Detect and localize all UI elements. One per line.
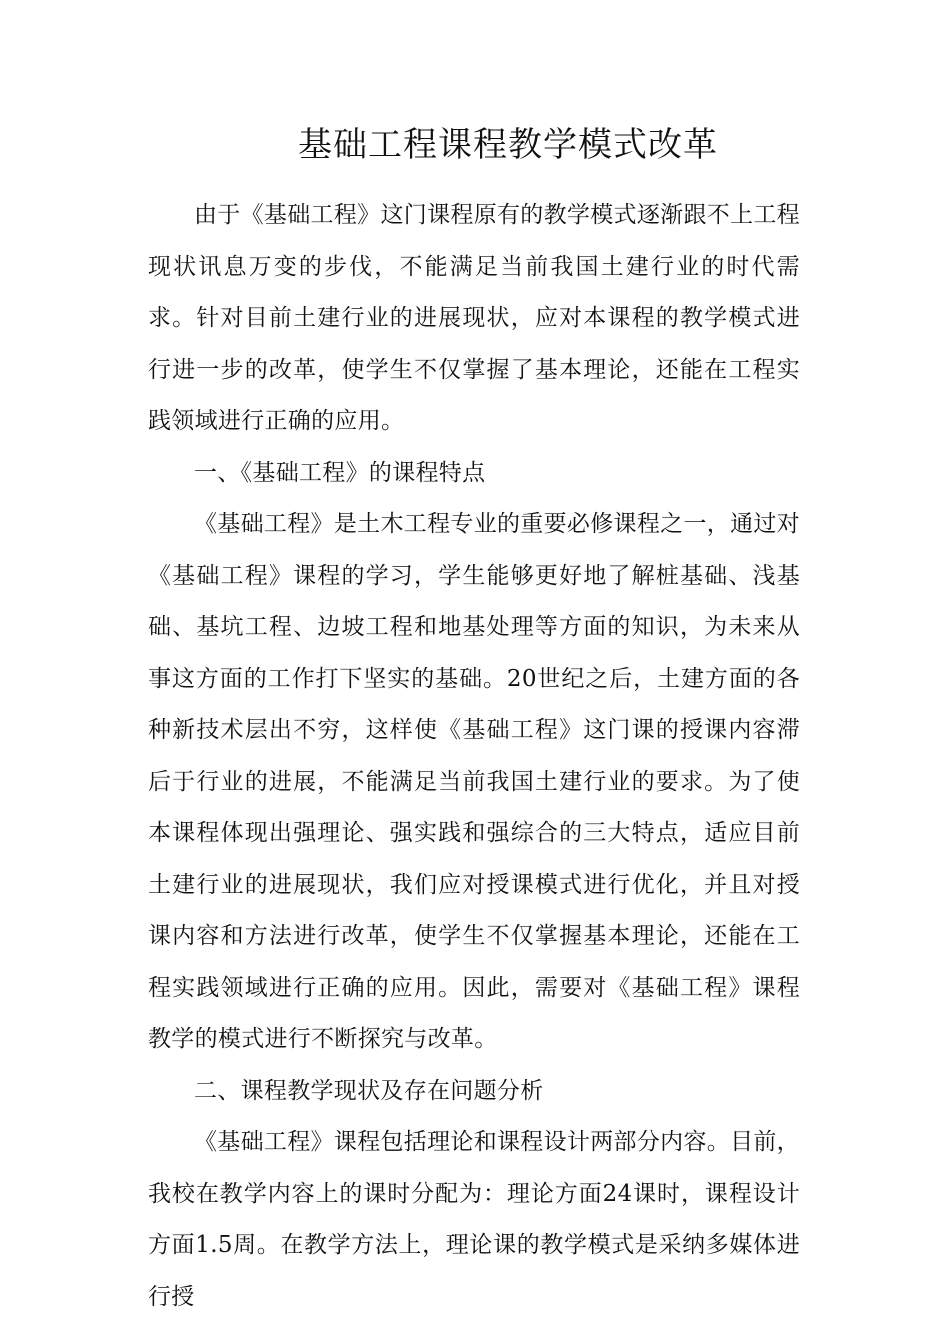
paragraph-course-features: 《基础工程》是土木工程专业的重要必修课程之一，通过对《基础工程》课程的学习，学生能够更好地了解桩基础、浅基础、基坑工程、边坡工程和地基处理等方面的知识，为未来从事这方面的工作打下坚实的基础。20世纪之后，土建方面的各种新技术层出不穷，这样使《基础工程》这门课的授课内容滞后于行业的进展，不能满足当前我国土建行业的要求。为了使本课程体现出强理论、强实践和强综合的三大特点，适应目前土建行业的进展现状，我们应对授课模式进行优化，并且对授课内容和方法进行改革，使学生不仅掌握基本理论，还能在工程实践领域进行正确的应用。因此，需要对《基础工程》课程教学的模式进行不断探究与改革。 [148,511,800,1052]
document-body [148,190,800,1323]
section-heading-1: 一、《基础工程》的课程特点 [194,459,486,486]
section-heading-2: 二、课程教学现状及存在问题分析 [194,1077,544,1104]
paragraph-intro: 由于《基础工程》这门课程原有的教学模式逐渐跟不上工程现状讯息万变的步伐，不能满足当前我国土建行业的时代需求。针对目前土建行业的进展现状，应对本课程的教学模式进行进一步的改革，使学生不仅掌握了基本理论，还能在工程实践领域进行正确的应用。 [148,202,800,434]
document-title: 基础工程课程教学模式改革 [298,125,718,165]
paragraph-teaching-status: 《基础工程》课程包括理论和课程设计两部分内容。目前，我校在教学内容上的课时分配为：理论方面24课时，课程设计方面1.5周。在教学方法上，理论课的教学模式是采纳多媒体进行授 [148,1129,800,1310]
